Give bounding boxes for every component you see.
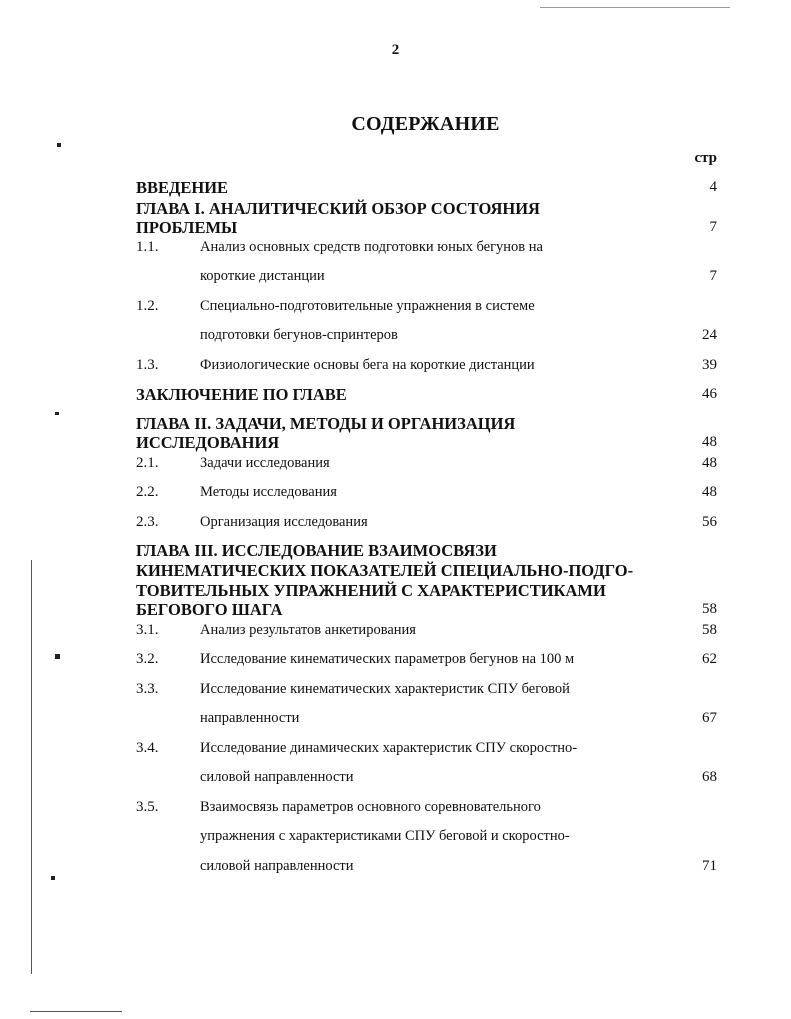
toc-entry-text: Исследование кинематических характеристик СПУ беговой — [200, 681, 570, 697]
toc-entry-text: БЕГОВОГО ШАГА — [136, 600, 283, 619]
toc-page-number: 58 — [702, 601, 717, 617]
toc-entry-text: ГЛАВА I. АНАЛИТИЧЕСКИЙ ОБЗОР СОСТОЯНИЯ — [136, 199, 540, 218]
toc-entry-text: Методы исследования — [200, 484, 337, 500]
pages-column-header: стр — [694, 150, 717, 166]
toc-entry-text: ВВЕДЕНИЕ — [136, 178, 229, 197]
toc-section-number: 3.1. — [136, 622, 159, 638]
scan-edge-line — [540, 7, 730, 8]
toc-page-number: 39 — [702, 357, 717, 373]
toc-page-number: 68 — [702, 769, 717, 785]
toc-entry-text: ГЛАВА II. ЗАДАЧИ, МЕТОДЫ И ОРГАНИЗАЦИЯ — [136, 414, 516, 433]
toc-page-number: 67 — [702, 710, 717, 726]
toc-section-number: 1.3. — [136, 357, 159, 373]
toc-entry-text: ТОВИТЕЛЬНЫХ УПРАЖНЕНИЙ С ХАРАКТЕРИСТИКАМИ — [136, 581, 606, 600]
toc-entry-text: ПРОБЛЕМЫ — [136, 218, 238, 237]
toc-page-number: 48 — [702, 434, 717, 450]
toc-page-number: 58 — [702, 622, 717, 638]
toc-section-number: 1.1. — [136, 239, 159, 255]
toc-entry-text: ЗАКЛЮЧЕНИЕ ПО ГЛАВЕ — [136, 385, 347, 404]
toc-page-number: 7 — [709, 268, 717, 284]
toc-entry-text: ИССЛЕДОВАНИЯ — [136, 433, 280, 452]
toc-entry-text: направленности — [200, 710, 300, 726]
scan-edge-line — [30, 1011, 122, 1012]
toc-section-number: 2.1. — [136, 455, 159, 471]
toc-section-number: 3.5. — [136, 799, 159, 815]
scan-speck — [51, 876, 55, 880]
scan-speck — [57, 143, 61, 147]
toc-entry-text: Задачи исследования — [200, 455, 330, 471]
toc-section-number: 3.3. — [136, 681, 159, 697]
toc-section-number: 2.2. — [136, 484, 159, 500]
toc-entry-text: силовой направленности — [200, 858, 354, 874]
toc-section-number: 1.2. — [136, 298, 159, 314]
toc-section-number: 3.2. — [136, 651, 159, 667]
scan-speck — [55, 412, 59, 415]
toc-entry-text: короткие дистанции — [200, 268, 325, 284]
toc-entry-text: Исследование динамических характеристик СПУ скоростно- — [200, 740, 578, 756]
toc-entry-text: Специально-подготовительные упражнения в системе — [200, 298, 535, 314]
toc-page-number: 7 — [709, 219, 717, 235]
toc-entry-text: Взаимосвязь параметров основного соревновательного — [200, 799, 541, 815]
toc-entry-text: упражнения с характеристиками СПУ беговой и скоростно- — [200, 828, 570, 844]
toc-page-number: 46 — [702, 386, 717, 402]
toc-section-number: 2.3. — [136, 514, 159, 530]
toc-page-number: 71 — [702, 858, 717, 874]
toc-page-number: 48 — [702, 455, 717, 471]
scan-edge-line — [31, 560, 32, 974]
toc-page-number: 24 — [702, 327, 717, 343]
toc-page-number: 62 — [702, 651, 717, 667]
toc-entry-text: ГЛАВА III. ИССЛЕДОВАНИЕ ВЗАИМОСВЯЗИ — [136, 541, 497, 560]
page-number: 2 — [391, 42, 400, 58]
toc-entry-text: Анализ результатов анкетирования — [200, 622, 416, 638]
toc-section-number: 3.4. — [136, 740, 159, 756]
toc-entry-text: Физиологические основы бега на короткие дистанции — [200, 357, 535, 373]
toc-entry-text: Анализ основных средств подготовки юных бегунов на — [200, 239, 543, 255]
scan-speck — [55, 654, 60, 659]
toc-entry-text: Исследование кинематических параметров бегунов на 100 м — [200, 651, 575, 667]
toc-entry-text: силовой направленности — [200, 769, 354, 785]
toc-title: СОДЕРЖАНИЕ — [351, 113, 500, 135]
toc-entry-text: подготовки бегунов-спринтеров — [200, 327, 398, 343]
toc-entry-text: КИНЕМАТИЧЕСКИХ ПОКАЗАТЕЛЕЙ СПЕЦИАЛЬНО-ПОДГО- — [136, 561, 634, 580]
toc-page-number: 48 — [702, 484, 717, 500]
toc-entry-text: Организация исследования — [200, 514, 368, 530]
toc-page-number: 56 — [702, 514, 717, 530]
toc-page-number: 4 — [709, 179, 717, 195]
